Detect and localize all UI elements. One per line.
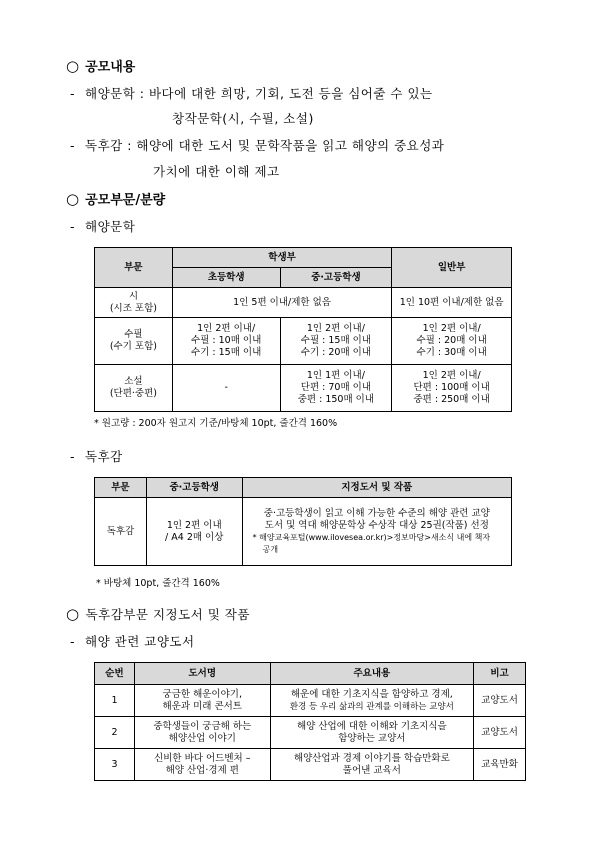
header-number: 순번 bbox=[95, 663, 135, 685]
number-cell: 1 bbox=[95, 685, 135, 717]
dash-bullet: - bbox=[70, 219, 76, 234]
table-row bbox=[95, 717, 526, 749]
subsection-marine-literature: - 해양문학 bbox=[70, 219, 136, 234]
table-row bbox=[95, 498, 512, 566]
book-title-cell: 궁금한 해운이야기, 해운과 미래 콘서트 bbox=[134, 685, 270, 717]
circle-bullet-icon: ○ bbox=[66, 57, 80, 75]
circle-bullet-icon: ○ bbox=[66, 190, 80, 208]
circle-bullet-icon: ○ bbox=[66, 605, 80, 623]
manuscript-note: * 원고량 : 200자 원고지 기준/바탕체 10pt, 줄간격 160% bbox=[94, 418, 338, 429]
section-2-heading bbox=[66, 189, 165, 208]
header-general: 일반부 bbox=[392, 248, 512, 288]
dash-bullet: - bbox=[70, 138, 76, 153]
remarks-cell: 교육만화 bbox=[474, 749, 526, 781]
table-row bbox=[95, 288, 512, 318]
category-cell: 시 (시조 포함) bbox=[95, 288, 173, 318]
header-category: 부문 bbox=[95, 478, 147, 498]
table-row bbox=[95, 749, 526, 781]
category-cell: 독후감 bbox=[95, 498, 147, 566]
section-1-heading bbox=[66, 56, 135, 75]
header-designated-books: 지정도서 및 작품 bbox=[242, 478, 511, 498]
content-cell: 해운에 대한 기초지식을 함양하고 경제, 환경 등 우리 삶과의 관계를 이해하는 교양서 bbox=[270, 685, 473, 717]
header-middle-high: 중·고등학생 bbox=[146, 478, 242, 498]
designated-books-table bbox=[94, 662, 526, 781]
book-title-cell: 신비한 바다 어드벤처 – 해양 산업·경제 편 bbox=[134, 749, 270, 781]
header-category: 부문 bbox=[95, 248, 173, 288]
number-cell: 2 bbox=[95, 717, 135, 749]
content-cell: 해양 산업에 대한 이해와 기초지식을 함양하는 교양서 bbox=[270, 717, 473, 749]
description-cell: 중·고등학생이 읽고 이해 가능한 수준의 해양 관련 교양 도서 및 역대 해양문학상 수상작 대상 25권(작품) 선정 * 해양교육포털(www.ilovesea.or.kr)>정보마당>새소식 내에 책자 공개 bbox=[242, 498, 511, 566]
dash-bullet: - bbox=[70, 449, 76, 464]
book-title-cell: 중학생들이 궁금해 하는 해양산업 이야기 bbox=[134, 717, 270, 749]
elementary-cell: - bbox=[172, 365, 280, 412]
header-remarks: 비고 bbox=[474, 663, 526, 685]
header-elementary: 초등학생 bbox=[172, 268, 280, 288]
dash-bullet: - bbox=[70, 86, 76, 101]
amount-cell: 1인 2편 이내 / A4 2매 이상 bbox=[146, 498, 242, 566]
remarks-cell: 교양도서 bbox=[474, 685, 526, 717]
table-row bbox=[95, 685, 526, 717]
item-marine-literature: - 해양문학 : 바다에 대한 희망, 기회, 도전 등을 심어줄 수 있는 bbox=[70, 86, 433, 101]
general-cell: 1인 2편 이내/ 수필 : 20매 이내 수기 : 30매 이내 bbox=[392, 318, 512, 365]
book-report-table bbox=[94, 477, 512, 566]
font-note: * 바탕체 10pt, 줄간격 160% bbox=[96, 578, 220, 589]
category-cell: 소설 (단편·중편) bbox=[95, 365, 173, 412]
section-title: 독후감부문 지정도서 및 작품 bbox=[85, 607, 250, 622]
general-cell: 1인 2편 이내/ 단편 : 100매 이내 중편 : 250매 이내 bbox=[392, 365, 512, 412]
general-cell: 1인 10편 이내/제한 없음 bbox=[392, 288, 512, 318]
elementary-cell: 1인 2편 이내/ 수필 : 10매 이내 수기 : 15매 이내 bbox=[172, 318, 280, 365]
remarks-cell: 교양도서 bbox=[474, 717, 526, 749]
subsection-marine-books: - 해양 관련 교양도서 bbox=[70, 634, 195, 649]
student-cell: 1인 5편 이내/제한 없음 bbox=[172, 288, 391, 318]
subsection-book-report: - 독후감 bbox=[70, 449, 123, 464]
section-3-heading bbox=[66, 605, 250, 623]
dash-bullet: - bbox=[70, 634, 76, 649]
header-book-title: 도서명 bbox=[134, 663, 270, 685]
content-cell: 해양산업과 경제 이야기를 학습만화로 풀어낸 교육서 bbox=[270, 749, 473, 781]
section-title: 공모부문/분량 bbox=[85, 193, 166, 208]
header-middle-high: 중·고등학생 bbox=[280, 268, 392, 288]
section-title: 공모내용 bbox=[85, 60, 136, 75]
middle-high-cell: 1인 1편 이내/ 단편 : 70매 이내 중편 : 150매 이내 bbox=[280, 365, 392, 412]
middle-high-cell: 1인 2편 이내/ 수필 : 15매 이내 수기 : 20매 이내 bbox=[280, 318, 392, 365]
item-book-report: - 독후감 : 해양에 대한 도서 및 문학작품을 읽고 해양의 중요성과 bbox=[70, 138, 445, 153]
category-cell: 수필 (수기 포함) bbox=[95, 318, 173, 365]
number-cell: 3 bbox=[95, 749, 135, 781]
marine-literature-table bbox=[94, 247, 512, 412]
table-row bbox=[95, 365, 512, 412]
item-book-report-cont: 가치에 대한 이해 제고 bbox=[153, 164, 280, 179]
header-student: 학생부 bbox=[172, 248, 391, 268]
header-content: 주요내용 bbox=[270, 663, 473, 685]
item-marine-literature-cont: 창작문학(시, 수필, 소설) bbox=[172, 111, 314, 126]
table-row bbox=[95, 318, 512, 365]
